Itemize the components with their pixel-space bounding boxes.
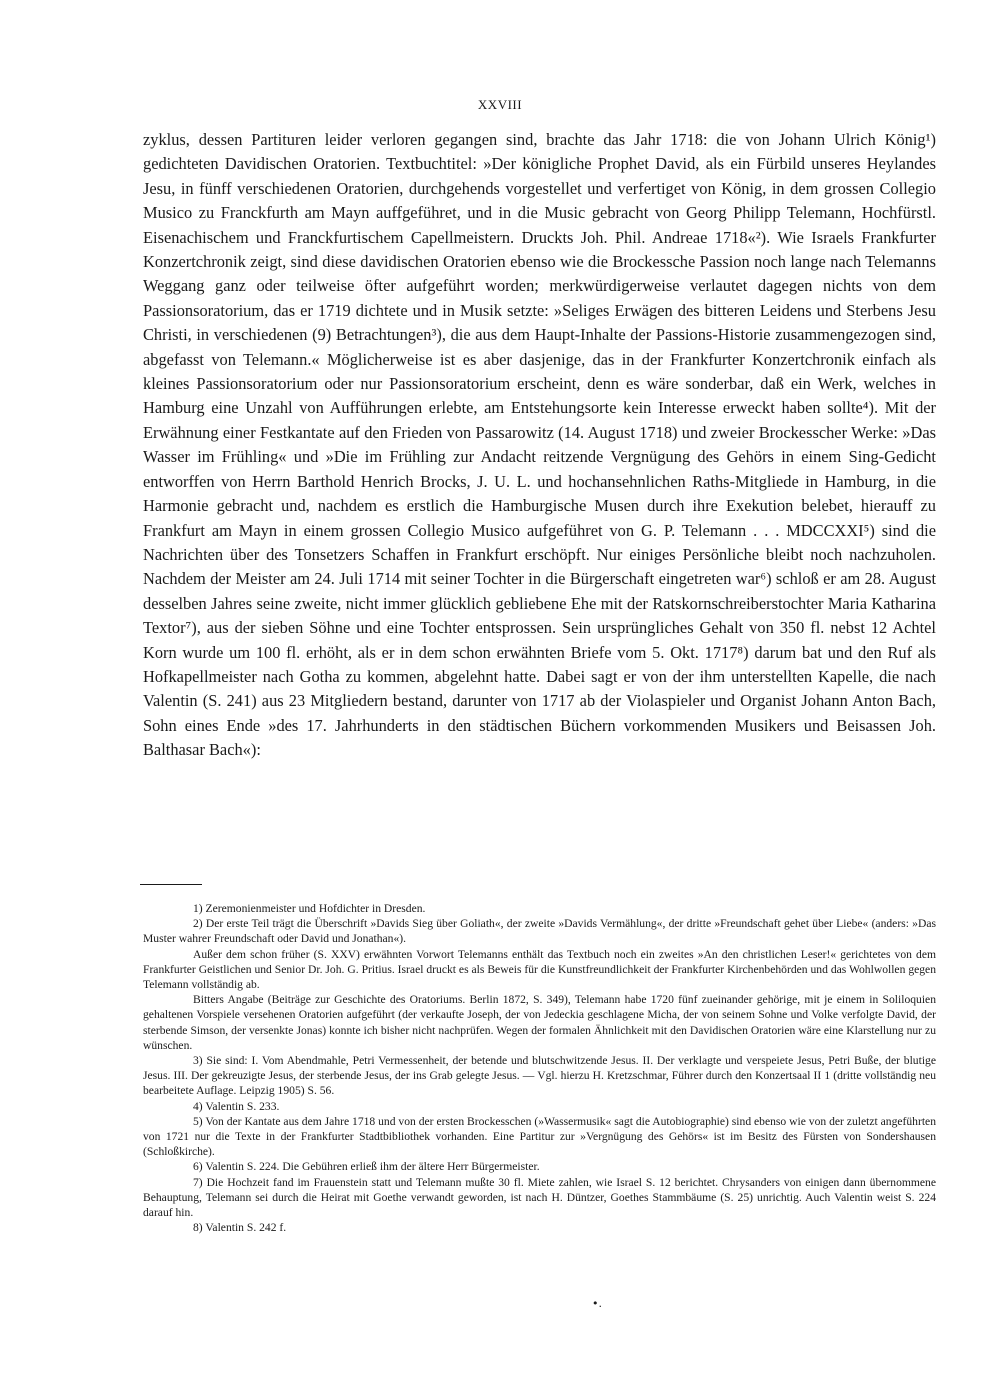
main-text [143,128,936,763]
page-number: XXVIII [477,97,523,112]
footnote-4: 4) Valentin S. 233. [193,1099,280,1113]
footnote-2: 2) Der erste Teil trägt die Überschrift »Davids Sieg über Goliath«, der zweite »Davids Vermählung«, der dritte »Freundschaft gehet über Liebe« (anders: »Das Muster wahrer Freundschaft oder David und Jonathan«). [143,917,936,946]
bottom-mark: •. [592,1297,602,1310]
footnotes [143,901,936,1235]
footnote-1: 1) Zeremonienmeister und Hofdichter in Dresden. [193,902,426,915]
footnote-divider [140,884,202,885]
footnote-5: 5) Von der Kantate aus dem Jahre 1718 und von der ersten Brockesschen (»Wassermusik« sagt die Autobiographie) sind ebenso wie von der zuletzt angeführten von 1721 nur die Texte in der Frankfurter Stadtbibliothek vorhanden. Eine Partitur zur »Vergnügung des Gehörs« ist im Besitz des Fürsten von Sondershausen (Schloßkirche). [143,1114,936,1159]
footnote-7: 7) Die Hochzeit fand im Frauenstein statt und Telemann mußte 30 fl. Miete zahlen, wie Israel S. 12 berichtet. Chrysanders von einigen dann übernommene Behauptung, Telemann sei durch die Heirat mit Goethe verwandt geworden, ist nach H. Düntzer, Goethes Stammbäume (S. 25) unrichtig. Auch Valentin weist S. 224 darauf hin. [143,1175,936,1220]
footnote-8: 8) Valentin S. 242 f. [193,1221,287,1235]
footnote-2-continued: Bitters Angabe (Beiträge zur Geschichte des Oratoriums. Berlin 1872, S. 349), Telemann habe 1720 fünf zueinander gehörige, mit je einem in Soliloquien gehaltenen Vorspiele versehenen Oratorien aufgeführt (der verkaufte Joseph, der von Jedeckia geschlagene Micha, der von seinem Sohne und Volke verfolgte David, der sterbende Simson, der versenkte Jonas) konnte ich bisher nicht nachprüfen. Wegen der formalen Ähnlichkeit mit den Davidischen Oratorien wäre eine Klarstellung nur zu wünschen. [143,993,936,1052]
footnote-2-continued: Außer dem schon früher (S. XXV) erwähnten Vorwort Telemanns enthält das Textbuch noch ein zweites »An den christlichen Leser!« gerichtetes von dem Frankfurter Geistlichen und Senior Dr. Joh. G. Pritius. Israel druckt es als Beweis für die Kunstfreundlichkeit der Frankfurter Kirchenbehörden und das Wohlwollen gegen Telemann vollständig ab. [143,947,936,992]
footnote-6: 6) Valentin S. 224. Die Gebühren erließ ihm der ältere Herr Bürgermeister. [193,1160,540,1174]
footnote-3: 3) Sie sind: I. Vom Abendmahle, Petri Vermessenheit, der betende und blutschwitzende Jesus. II. Der verklagte und verspeiete Jesus, Petri Buße, der blutige Jesus. III. Der gekreuzigte Jesus, der sterbende Jesus, der ins Grab gelegte Jesus. — Vgl. hierzu H. Kretzschmar, Führer durch den Konzertsaal II 1 (dritte vollständig neu bearbeitete Auflage. Leipzig 1905) S. 56. [143,1054,936,1098]
body-paragraph: zyklus, dessen Partituren leider verloren gegangen sind, brachte das Jahr 1718: die von Johann Ulrich König¹) gedichteten Davidischen Oratorien. Textbuchtitel: »Der königliche Prophet David, als ein Fürbild unseres Heylandes Jesu, in fünff verschiedenen Oratorien, durchgehends vorgestellet und verfertiget von König, in dem grossen Collegio Musico zu Franckfurth am Mayn auffgeführet, und in die Music gebracht von Georg Philipp Telemann, Hochfürstl. Eisenachischem und Franckfurtischem Capellmeistern. Druckts Joh. Phil. Andreae 1718«²). Wie Israels Frankfurter Konzertchronik zeigt, sind diese davidischen Oratorien ebenso wie die Brockessche Passion noch lange nach Telemanns Weggang ganz oder teilweise öfter aufgeführt worden; merkwürdigerweise verlautet dagegen nichts von dem Passionsoratorium, das er 1719 dichtete und in Musik setzte: »Seliges Erwägen des bitteren Leidens und Sterbens Jesu Christi, in verschiedenen (9) Betrachtungen³), die aus dem Haupt-Inhalte der Passions-Historie zusammengezogen sind, abgefasst von Telemann.« Möglicherweise ist es aber dasjenige, das in der Frankfurter Konzertchronik einfach als kleines Passionsoratorium oder nur Passionsoratorium erscheint, denn es wäre sonderbar, daß ein Werk, welches in Hamburg eine Unzahl von Aufführungen erlebte, am Entstehungsorte kein Interesse erweckt haben sollte⁴). Mit der Erwähnung einer Festkantate auf den Frieden von Passarowitz (14. August 1718) und zweier Brockesscher Werke: »Das Wasser im Frühling« und »Die im Frühling zur Andacht reitzende Vergnügung des Gehörs in einem Sing-Gedicht entworffen von Herrn Barthold Henrich Brocks, J. U. L. und hochansehnlichen Raths-Mitgliede in Hamburg, in die Harmonie gebracht und, nachdem es erstlich die Hamburgische Musen durch ihre Exekution belebet, hierauff zu Frankfurt am Mayn in einem grossen Collegio Musico aufgeführet von G. P. Telemann . . . MDCCXXI⁵) sind die Nachrichten über des Tonsetzers Schaffen in Frankfurt erschöpft. Nur einiges Persönliche bleibt noch nachzuholen. Nachdem der Meister am 24. Juli 1714 mit seiner Tochter in die Bürgerschaft eingetreten war⁶) schloß er am 28. August desselben Jahres seine zweite, nicht immer glücklich gebliebene Ehe mit der Ratskornschreiberstochter Maria Katharina Textor⁷), aus der sieben Söhne und eine Tochter entsprossen. Sein ursprüngliches Gehalt von 350 fl. nebst 12 Achtel Korn wurde um 100 fl. erhöht, als er in dem schon erwähnten Briefe vom 5. Okt. 1717⁸) darum bat und den Ruf als Hofkapellmeister nach Gotha zu kommen, abgelehnt hatte. Dabei sagt er von der ihm unterstellten Kapelle, die nach Valentin (S. 241) aus 23 Mitgliedern bestand, darunter von 1717 ab der Violaspieler und Organist Johann Anton Bach, Sohn eines Ende »des 17. Jahrhunderts in den städtischen Büchern vorkommenden Musikers und Beisassen Joh. Balthasar Bach«): [143,130,936,760]
